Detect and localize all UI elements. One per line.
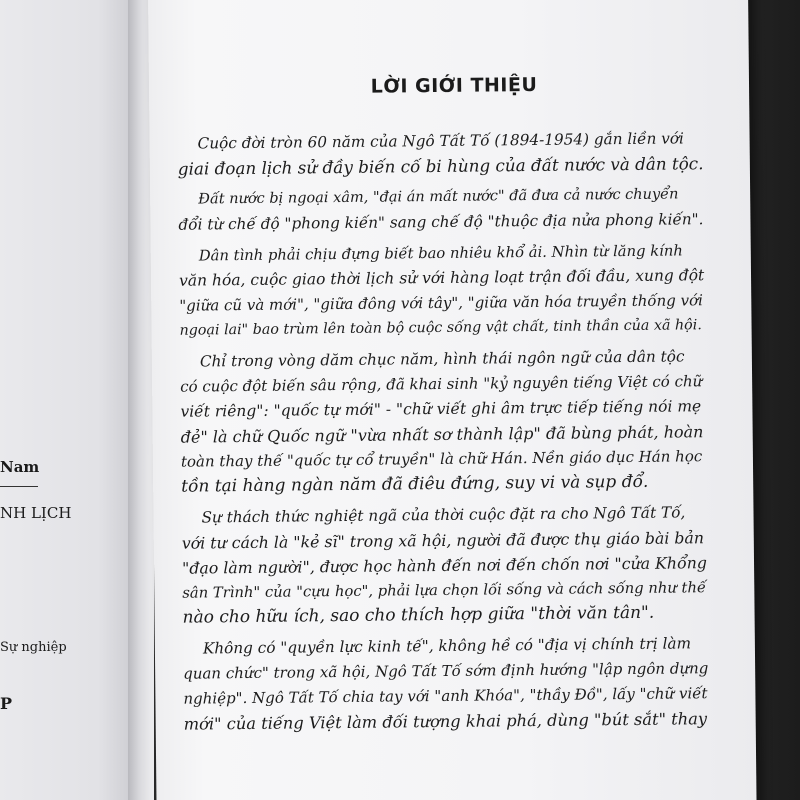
paragraph: [179, 238, 708, 344]
text-line: mới" của tiếng Việt làm đối tượng khai phá, dùng "bút sắt" thay: [183, 709, 708, 734]
text-line: Cuộc đời tròn 60 năm của Ngô Tất Tố (1894-1954) gắn liền với: [197, 129, 684, 153]
text-line: sân Trình" của "cựu học", phải lựa chọn lối sống và cách sống như thế: [182, 579, 707, 602]
text-line: Đất nước bị ngoại xâm, "đại án mất nước" đã đưa cả nước chuyển: [198, 186, 679, 208]
text-line: Sự thách thức nghiệt ngã của thời cuộc đặt ra cho Ngô Tất Tố,: [201, 503, 686, 527]
text-line: văn hóa, cuộc giao thời lịch sử với hàng loạt trận đối đầu, xung đột: [178, 266, 705, 290]
left-page-line: Sự nghiệp: [0, 640, 67, 655]
left-page-line: P: [0, 694, 13, 713]
text-line: Chỉ trong vòng dăm chục năm, hình thái ngôn ngữ của dân tộc: [199, 347, 685, 371]
text-line: tồn tại hàng ngàn năm đã điêu đứng, suy vi và sụp đổ.: [181, 471, 649, 497]
text-line: đẻ" là chữ Quốc ngữ "vừa nhất sơ thành lập" đã bùng phát, hoàn: [180, 422, 704, 447]
text-line: Dân tình phải chịu đựng biết bao nhiêu khổ ải. Nhìn từ lăng kính: [198, 242, 683, 265]
paragraph: [180, 344, 710, 500]
text-line: đổi từ chế độ "phong kiến" sang chế độ "thuộc địa nửa phong kiến".: [178, 210, 704, 234]
text-line: Không có "quyền lực kinh tế", không hề có "địa vị chính trị làm: [202, 634, 692, 658]
left-page-line: Nam: [0, 458, 40, 476]
paragraph: [177, 126, 705, 182]
right-page: [148, 0, 757, 800]
text-line: có cuộc đột biến sâu rộng, đã khai sinh "kỷ nguyên tiếng Việt có chữ: [180, 372, 703, 396]
text-line: toàn thay thế "quốc tự cổ truyền" là chữ Hán. Nền giáo dục Hán học: [180, 447, 703, 471]
text-line: nào cho hữu ích, sao cho thích hợp giữa "thời văn tân".: [182, 602, 655, 628]
text-line: viết riêng": "quốc tự mới" - "chữ viết ghi âm trực tiếp tiếng nói mẹ: [180, 397, 702, 421]
text-line: giai đoạn lịch sử đầy biến cố bi hùng của đất nước và dân tộc.: [177, 153, 704, 179]
page-title: LỜI GIỚI THIỆU: [370, 73, 538, 98]
text-line: ngoại lai" bao trùm lên toàn bộ cuộc sống vật chất, tinh thần của xã hội.: [179, 317, 702, 339]
text-line: "đạo làm người", được học hành đến nơi đến chốn nơi "cửa Khổng: [181, 553, 707, 578]
left-page-line: NH LỊCH: [0, 504, 72, 522]
text-line: "giữa cũ và mới", "giữa đông với tây", "giữa văn hóa truyền thống với: [179, 291, 703, 315]
text-line: nghiệp". Ngô Tất Tố chia tay với "anh Khóa", "thầy Đồ", lấy "chữ viết: [183, 684, 708, 708]
paragraph: [178, 182, 706, 238]
text-line: quan chức" trong xã hội, Ngô Tất Tố sớm định hướng "lập ngôn dựng: [183, 659, 709, 683]
left-page-rule: [0, 486, 38, 487]
paragraph: [181, 500, 710, 631]
left-page: [0, 0, 140, 800]
introduction-body: [177, 126, 711, 742]
paragraph: [183, 631, 712, 737]
text-line: với tư cách là "kẻ sĩ" trong xã hội, người đã được thụ giáo bài bản: [181, 528, 705, 553]
